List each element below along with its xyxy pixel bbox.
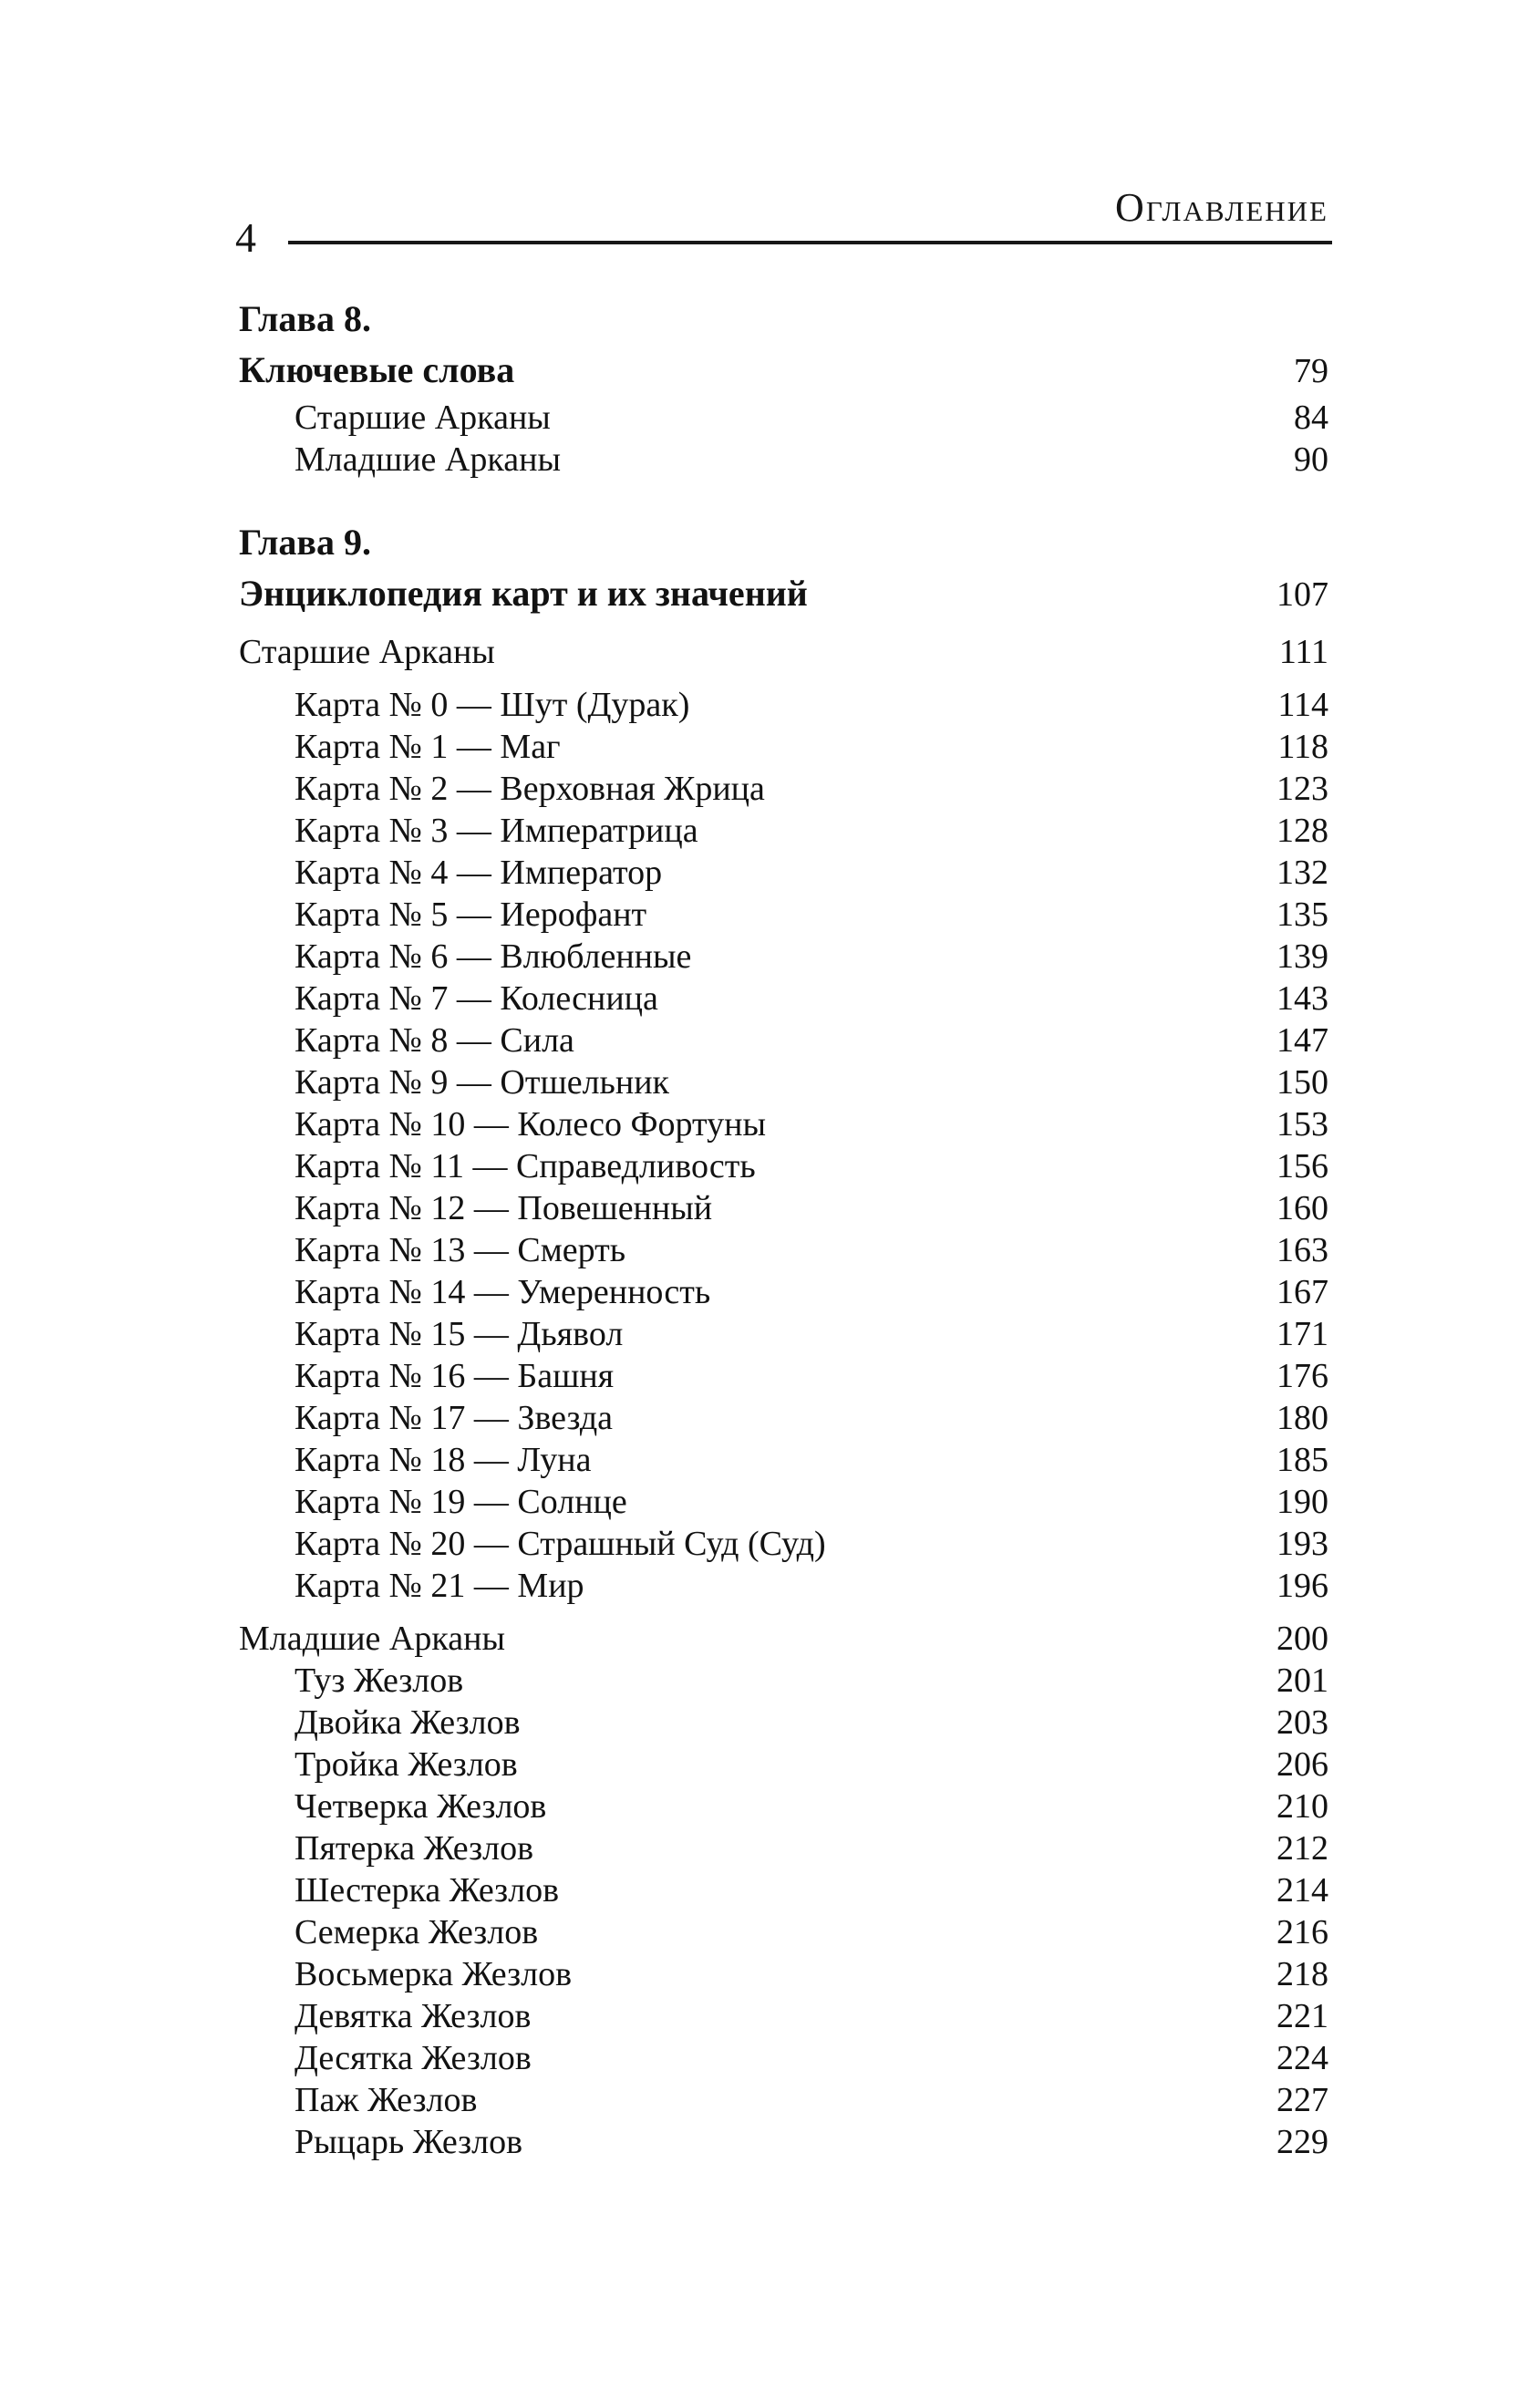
toc-entry [239,345,1328,397]
toc-entry-label: Глава 9. [239,522,371,563]
toc-entry-page: 206 [1276,1745,1328,1784]
toc-entry-page: 111 [1278,633,1328,671]
toc-entry-label: Карта № 11 — Справедливость [295,1147,756,1185]
toc-entry-label: Карта № 1 — Маг [295,728,561,766]
toc-entry-label: Карта № 15 — Дьявол [295,1315,624,1353]
toc-entry [239,852,1328,894]
toc-entry [239,1785,1328,1827]
toc-entry [239,439,1328,481]
toc-entry [239,517,1328,568]
toc-entry-label: Двойка Жезлов [295,1703,521,1742]
toc-entry-label: Восьмерка Жезлов [295,1955,573,1993]
toc-entry [239,1271,1328,1313]
toc-entry-page: 147 [1276,1021,1328,1060]
toc-entry-page: 84 [1294,398,1328,437]
table-of-contents [239,294,1328,2163]
toc-entry [239,1953,1328,1995]
toc-entry-page: 193 [1276,1525,1328,1563]
toc-entry-label: Пятерка Жезлов [295,1829,534,1868]
toc-entry-label: Тройка Жезлов [295,1745,518,1784]
toc-entry-label: Туз Жезлов [295,1661,464,1700]
toc-entry-page: 214 [1276,1871,1328,1910]
toc-entry [239,1660,1328,1702]
toc-entry [239,1145,1328,1187]
toc-entry-page: 176 [1276,1357,1328,1395]
toc-entry-page: 221 [1276,1997,1328,2035]
toc-entry-page: 123 [1276,770,1328,808]
toc-entry-page: 118 [1277,728,1328,766]
toc-entry-page: 212 [1276,1829,1328,1868]
toc-entry [239,1397,1328,1439]
toc-entry-label: Шестерка Жезлов [295,1871,560,1910]
toc-entry-label: Карта № 14 — Умеренность [295,1273,711,1311]
toc-entry-label: Карта № 10 — Колесо Фортуны [295,1105,766,1144]
toc-entry-page: 227 [1276,2081,1328,2119]
toc-entry-page: 210 [1276,1787,1328,1826]
toc-entry [239,1439,1328,1481]
toc-entry [239,2037,1328,2079]
toc-entry-page: 107 [1276,575,1328,614]
toc-entry-page: 156 [1276,1147,1328,1185]
toc-entry-label: Младшие Арканы [239,1620,505,1658]
toc-entry-label: Карта № 9 — Отшельник [295,1063,670,1102]
toc-entry [239,810,1328,852]
toc-entry [239,1744,1328,1785]
toc-entry-page: 163 [1276,1231,1328,1269]
toc-entry-page: 143 [1276,979,1328,1018]
toc-entry-page: 135 [1276,895,1328,934]
toc-entry-page: 200 [1276,1620,1328,1658]
toc-entry-label: Ключевые слова [239,349,515,390]
toc-entry-page: 139 [1276,937,1328,976]
toc-entry-label: Карта № 0 — Шут (Дурак) [295,686,690,724]
toc-entry-page: 229 [1276,2123,1328,2161]
toc-entry-label: Карта № 20 — Страшный Суд (Суд) [295,1525,826,1563]
toc-entry [239,726,1328,768]
toc-entry [239,1020,1328,1061]
toc-entry-label: Старшие Арканы [239,633,495,671]
toc-entry [239,1618,1328,1660]
toc-entry [239,1995,1328,2037]
toc-entry-label: Девятка Жезлов [295,1997,532,2035]
toc-entry-page: 90 [1294,440,1328,479]
toc-entry-label: Карта № 17 — Звезда [295,1399,614,1437]
toc-entry-label: Семерка Жезлов [295,1913,539,1951]
toc-entry-label: Глава 8. [239,298,371,339]
toc-entry-page: 128 [1276,812,1328,850]
toc-entry [239,1187,1328,1229]
toc-entry-page: 171 [1276,1315,1328,1353]
page-number-folio: 4 [235,214,256,261]
toc-entry-label: Энциклопедия карт и их значений [239,573,808,614]
toc-entry [239,294,1328,345]
toc-entry-label: Старшие Арканы [295,398,551,437]
toc-entry-page: 185 [1276,1441,1328,1479]
toc-entry [239,1523,1328,1565]
toc-entry [239,397,1328,439]
toc-entry-label: Четверка Жезлов [295,1787,547,1826]
toc-entry-label: Карта № 12 — Повешенный [295,1189,713,1227]
toc-entry-page: 79 [1294,352,1328,390]
toc-entry [239,568,1328,620]
toc-entry [239,2121,1328,2163]
toc-entry [239,936,1328,978]
toc-entry [239,978,1328,1020]
toc-entry [239,2079,1328,2121]
toc-entry [239,1911,1328,1953]
toc-entry-label: Рыцарь Жезлов [295,2123,523,2161]
toc-entry-page: 190 [1276,1483,1328,1521]
toc-entry-label: Карта № 5 — Иерофант [295,895,647,934]
toc-entry-page: 216 [1276,1913,1328,1951]
toc-entry-page: 201 [1276,1661,1328,1700]
toc-entry-label: Карта № 4 — Император [295,854,663,892]
toc-entry-page: 203 [1276,1703,1328,1742]
toc-entry [239,1313,1328,1355]
toc-entry-label: Карта № 13 — Смерть [295,1231,626,1269]
toc-entry-label: Карта № 19 — Солнце [295,1483,627,1521]
toc-entry [239,1103,1328,1145]
toc-entry-page: 218 [1276,1955,1328,1993]
toc-entry-label: Карта № 16 — Башня [295,1357,615,1395]
toc-entry [239,631,1328,673]
toc-entry-page: 180 [1276,1399,1328,1437]
toc-entry [239,1061,1328,1103]
toc-entry-label: Карта № 6 — Влюбленные [295,937,692,976]
toc-entry-label: Младшие Арканы [295,440,561,479]
toc-entry-page: 132 [1276,854,1328,892]
toc-entry [239,1869,1328,1911]
toc-entry-label: Карта № 18 — Луна [295,1441,592,1479]
toc-entry [239,1229,1328,1271]
toc-entry-label: Карта № 3 — Императрица [295,812,698,850]
toc-entry-label: Карта № 2 — Верховная Жрица [295,770,765,808]
toc-entry-label: Паж Жезлов [295,2081,478,2119]
toc-entry-page: 224 [1276,2039,1328,2077]
toc-entry [239,1481,1328,1523]
toc-entry [239,768,1328,810]
toc-entry [239,1355,1328,1397]
running-head: Оглавление [1115,185,1328,230]
toc-entry-label: Десятка Жезлов [295,2039,532,2077]
toc-entry-label: Карта № 7 — Колесница [295,979,658,1018]
toc-entry-page: 153 [1276,1105,1328,1144]
toc-entry-label: Карта № 21 — Мир [295,1567,584,1605]
toc-entry-page: 114 [1277,686,1328,724]
toc-entry-page: 167 [1276,1273,1328,1311]
header-rule [288,241,1332,244]
toc-entry [239,1827,1328,1869]
toc-entry [239,1565,1328,1607]
toc-entry-label: Карта № 8 — Сила [295,1021,574,1060]
toc-entry [239,894,1328,936]
toc-entry-page: 150 [1276,1063,1328,1102]
toc-entry [239,684,1328,726]
toc-entry [239,1702,1328,1744]
toc-entry-page: 160 [1276,1189,1328,1227]
toc-entry-page: 196 [1276,1567,1328,1605]
